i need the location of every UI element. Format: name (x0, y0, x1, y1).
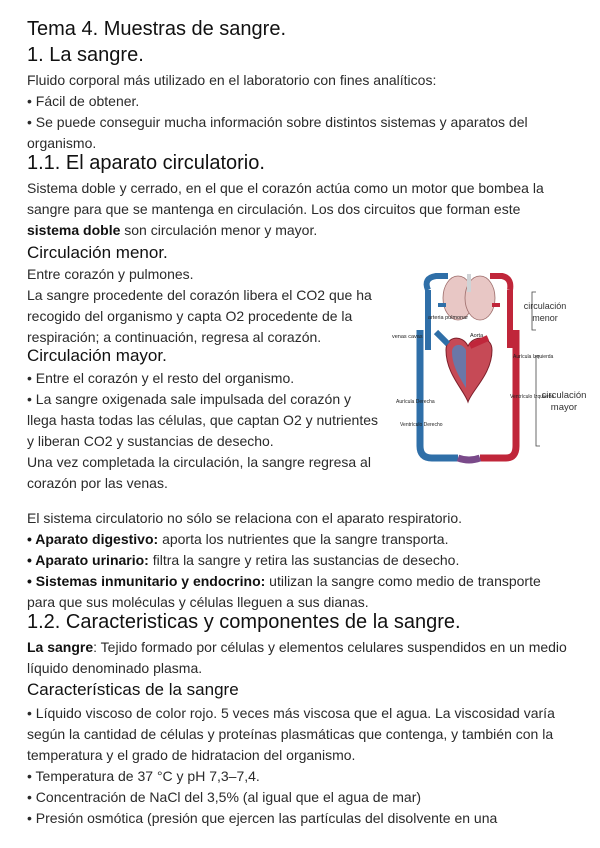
relations-bullet-2 (27, 550, 572, 571)
circulacion-menor-heading: Circulación menor. (27, 243, 168, 262)
section-1-1-text-a: Sistema doble y cerrado, en el que el corazón actúa como un motor que bombea la sangre para que se mantenga en circulación. Los dos circuitos que forman este (27, 180, 544, 217)
section-1-1-body (27, 178, 572, 241)
relations-bullet-1 (27, 529, 572, 550)
section-1-1-text-b: son circulación menor y mayor. (120, 222, 318, 238)
circulacion-menor-body (27, 264, 382, 348)
relations-body (27, 508, 572, 613)
heart-illustration (436, 332, 492, 402)
circulacion-mayor-bullet-2: • La sangre oxigenada sale impulsada del corazón y llega hasta todas las células, que captan O2 y nutrientes y liberan CO2 y sustancias de desecho. (27, 391, 378, 449)
caracteristicas-bullet-1: • Líquido viscoso de color rojo. 5 veces más viscosa que el agua. La viscosidad varía según la cantidad de células y proteínas plasmáticas que contenga, y también con la temperatura y el grado de hidratacion del organismo. (27, 705, 555, 763)
circulacion-mayor-line-3: Una vez completada la circulación, la sangre regresa al corazón por las venas. (27, 454, 371, 491)
relations-bullet-3-bold: • Sistemas inmunitario y endocrino: (27, 573, 266, 589)
relations-bullet-1-text: aporta los nutrientes que la sangre transporta. (158, 531, 449, 547)
section-1-2-body (27, 637, 572, 679)
relations-bullet-2-text: filtra la sangre y retira las sustancias de desecho. (148, 552, 460, 568)
relations-bullet-3-text: utilizan la sangre como medio de transporte para que sus moléculas y células lleguen a sus dianas. (27, 573, 541, 610)
lungs-illustration (443, 274, 495, 320)
circulatory-system-diagram (388, 270, 593, 466)
section-1-1-heading: 1.1. El aparato circulatorio. (27, 152, 265, 174)
section-1-bullet-1: • Fácil de obtener. (27, 93, 140, 109)
circulacion-menor-line-2: La sangre procedente del corazón libera el CO2 que ha recogido del organismo y capta O2 procedente de la respiración; a continuación, regresa al corazón. (27, 287, 372, 345)
section-1-heading: 1. La sangre. (27, 44, 144, 66)
sistema-doble-bold: sistema doble (27, 222, 121, 238)
label-auricula-derecha: Aurícula Derecha (396, 399, 435, 405)
relations-bullet-2-bold: • Aparato urinario: (27, 552, 149, 568)
caracteristicas-bullet-3: • Concentración de NaCl del 3,5% (al igual que el agua de mar) (27, 789, 422, 805)
label-venas-cavas: venas cavas (392, 334, 423, 340)
label-circulacion-menor: circulación menor (523, 301, 567, 323)
relations-bullet-1-bold: • Aparato digestivo: (27, 531, 159, 547)
caracteristicas-bullet-2: • Temperatura de 37 °C y pH 7,3–7,4. (27, 768, 260, 784)
circulacion-mayor-heading: Circulación mayor. (27, 346, 167, 365)
caracteristicas-body (27, 703, 572, 829)
sangre-definition-bold: La sangre (27, 639, 94, 655)
circulacion-mayor-body (27, 368, 382, 494)
circulacion-mayor-bullet-1: • Entre el corazón y el resto del organismo. (27, 370, 295, 386)
label-aorta: Aorta (470, 333, 484, 339)
sangre-definition-text: : Tejido formado por células y elementos celulares suspendidos en un medio líquido denominado plasma. (27, 639, 567, 676)
label-ventriculo-derecho: Ventrículo Derecho (400, 422, 443, 428)
sangre-definition (27, 637, 572, 679)
relations-intro: El sistema circulatorio no sólo se relaciona con el aparato respiratorio. (27, 510, 462, 526)
relations-bullet-3 (27, 571, 572, 613)
label-arteria-pulmonar: arteria pulmonar (428, 315, 469, 321)
section-1-2-heading: 1.2. Caracteristicas y componentes de la sangre. (27, 611, 461, 633)
label-circulacion-mayor: circulación mayor (541, 390, 587, 413)
section-1-1-text (27, 178, 572, 241)
circulacion-menor-line-1: Entre corazón y pulmones. (27, 266, 194, 282)
section-1-intro: Fluido corporal más utilizado en el laboratorio con fines analíticos: (27, 72, 437, 88)
document-title: Tema 4. Muestras de sangre. (27, 18, 287, 40)
section-1-bullet-2: • Se puede conseguir mucha información sobre distintos sistemas y aparatos del organismo. (27, 114, 528, 151)
caracteristicas-heading: Características de la sangre (27, 680, 239, 699)
caracteristicas-bullet-4: • Presión osmótica (presión que ejercen las partículas del disolvente en una (27, 810, 498, 826)
label-ventriculo-izquierdo: Ventrículo Izquierdo (510, 394, 555, 400)
section-1-body (27, 70, 572, 154)
label-auricula-izquierda: Aurícula Izquierda (513, 354, 554, 360)
